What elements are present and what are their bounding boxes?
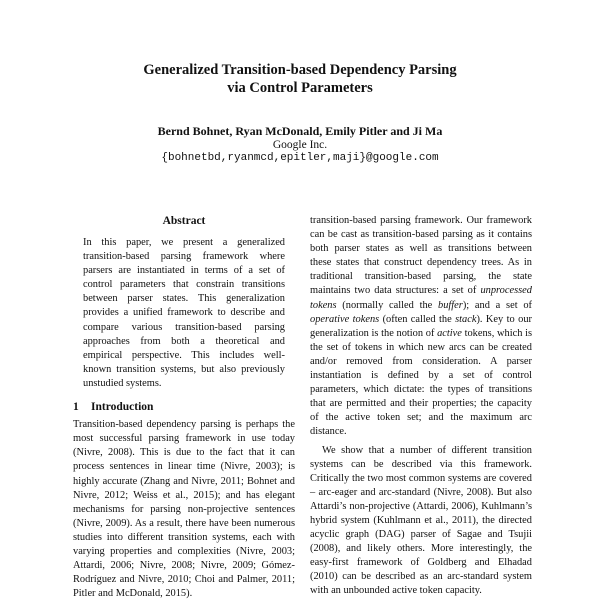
affiliation: Google Inc. — [272, 139, 328, 151]
title-line-2: via Control Parameters — [227, 80, 373, 96]
section-number: 1 — [73, 401, 79, 414]
section-title: Introduction — [91, 401, 154, 414]
author-emails: {bohnetbd,ryanmcd,epitler,maji}@google.com — [161, 152, 439, 164]
abstract-heading: Abstract — [162, 215, 206, 227]
abstract-text: In this paper, we present a generalized transition-based parsing framework where parsers are instantiated in terms of a set of control parameters that constrain transitions between parser states. This generalization provides a unified framework to describe and compare various transition-based parsing approaches from both a theoretical and empirical perspective. This includes well-known transition systems, but also previously unstudied systems. — [83, 237, 285, 389]
right-paragraph-1: transition-based parsing framework. Our framework can be cast as transition-based parsing as it contains both parser states as well as transitions between these states that construct dependency trees. As in traditional transition-based parsing, the state maintains two data structures: a set of unprocessed tokens (normally called the buffer); and a set of operative tokens (often called the stack). Key to our generalization is the notion of active tokens, which is the set of tokens in which new arcs can be created and/or removed from consideration. A parser instantiation is defined by a set of control parameters, which dictate: the types of transitions that are permitted and their properties; the capacity of the active token set; and the maximum arc distance. — [310, 215, 533, 438]
left-column — [73, 214, 295, 601]
paper-title — [0, 61, 600, 97]
right-column — [310, 214, 532, 599]
author-list: Bernd Bohnet, Ryan McDonald, Emily Pitler and Ji Ma — [157, 124, 443, 138]
intro-paragraph-1: Transition-based dependency parsing is perhaps the most successful parsing framework in use today (Nivre, 2008). This is due to the fact that it can process sentences in linear time (Nivre, 2003); is highly accurate (Zhang and Nivre, 2011; Bohnet and Nivre, 2012; Weiss et al., 2015); and has elegant mechanisms for parsing non-projective sentences (Nivre, 2009). As a result, there have been numerous studies into different transition systems, each with varying properties and complexities (Nivre, 2003; Attardi, 2006; Nivre, 2008; Nivre, 2009; Gómez-Rodríguez and Nivre, 2010; Choi and Palmer, 2011; Pitler and McDonald, 2015). — [73, 419, 295, 600]
title-line-1: Generalized Transition-based Dependency Parsing — [143, 62, 457, 78]
right-paragraph-2: We show that a number of different transition systems can be described via this framework. Critically the two most common systems are covered – arc-eager and arc-standard (Nivre, 2008). But also Attardi’s non-projective (Attardi, 2006), Kuhlmann’s hybrid system (Kuhlmann et al., 2011), the directed acyclic graph (DAG) parser of Sagae and Tsujii (2008), and likely others. More interestingly, the easy-first framework of Goldberg and Elhadad (2010) can be described as an arc-standard system with an unbounded active token capacity. — [310, 444, 532, 597]
section-heading-introduction — [73, 400, 295, 414]
